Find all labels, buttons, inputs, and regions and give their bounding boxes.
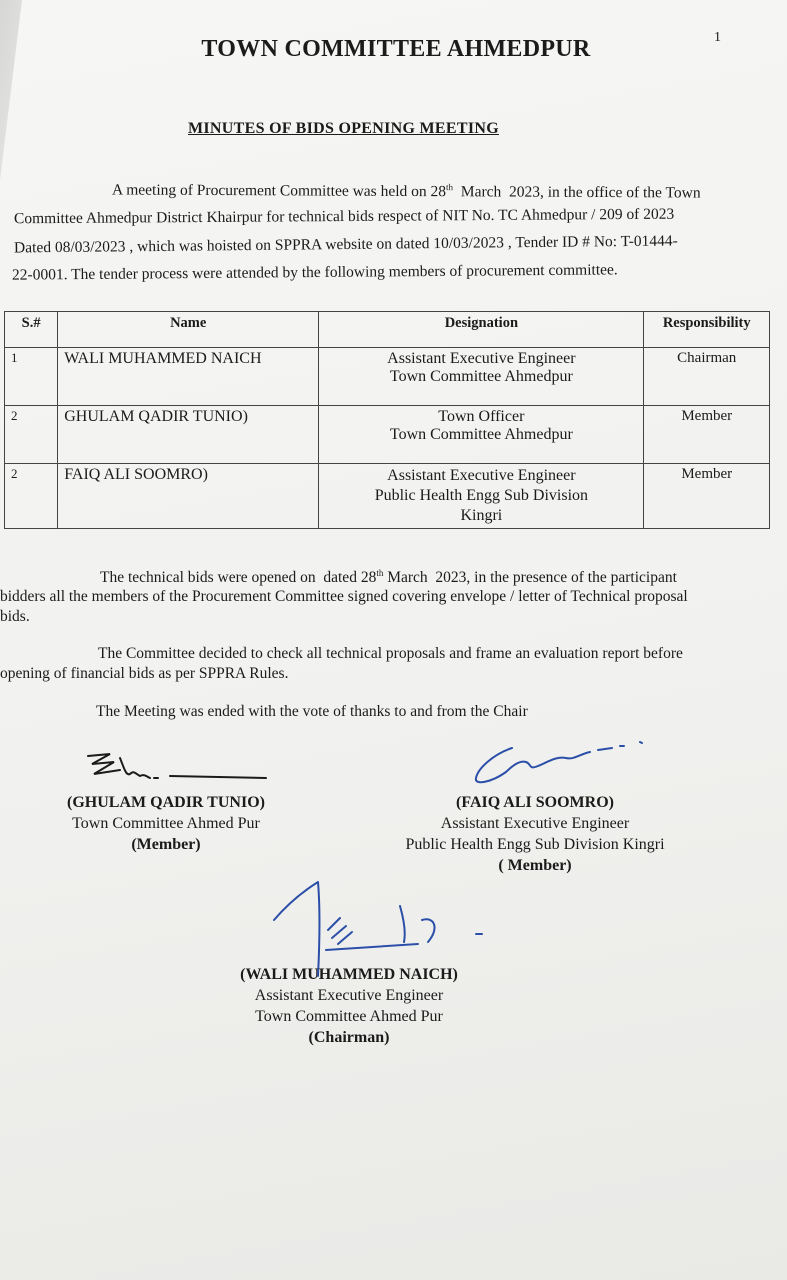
row-name: FAIQ ALI SOOMRO) bbox=[58, 464, 319, 529]
signatory-line: Town Committee Ahmed Pur bbox=[255, 1008, 443, 1025]
header-name: Name bbox=[58, 312, 319, 348]
signatory-role: (Chairman) bbox=[308, 1029, 390, 1046]
para1-line-1-text: The technical bids were opened on dated 28th March 2023, in the presence of the participant bbox=[100, 568, 677, 587]
header-responsibility: Responsibility bbox=[644, 312, 770, 348]
designation-line: Town Officer bbox=[438, 408, 525, 425]
designation-line: Assistant Executive Engineer bbox=[387, 350, 576, 367]
committee-members-table bbox=[4, 311, 770, 529]
row-sn: 2 bbox=[5, 464, 58, 529]
row-designation bbox=[319, 348, 644, 406]
para3-line: The Meeting was ended with the vote of thanks to and from the Chair bbox=[96, 703, 528, 720]
row-name: GHULAM QADIR TUNIO) bbox=[58, 406, 319, 464]
header-sn: S.# bbox=[5, 312, 58, 348]
signatory-name: (GHULAM QADIR TUNIO) bbox=[67, 794, 265, 811]
row-name: WALI MUHAMMED NAICH bbox=[58, 348, 319, 406]
designation-line: Kingri bbox=[460, 507, 503, 524]
designation-line: Public Health Engg Sub Division bbox=[374, 487, 589, 504]
page-fold-shadow bbox=[0, 0, 40, 180]
signatory-role: ( Member) bbox=[498, 857, 572, 874]
signatory-faiq bbox=[376, 792, 694, 876]
row-responsibility: Member bbox=[644, 406, 770, 464]
signatory-line: Assistant Executive Engineer bbox=[254, 987, 444, 1004]
intro-line-1-text: A meeting of Procurement Committee was held on 28th March 2023, in the office of the Town bbox=[111, 181, 701, 202]
para2-line-1: The Committee decided to check all technical proposals and frame an evaluation report before bbox=[98, 645, 683, 662]
signatory-name: (FAIQ ALI SOOMRO) bbox=[456, 794, 614, 811]
signatory-line: Assistant Executive Engineer bbox=[440, 815, 630, 832]
intro-line-3: Dated 08/03/2023 , which was hoisted on SPPRA website on dated 10/03/2023 , Tender ID # No: T-01444- bbox=[13, 232, 678, 257]
para1-line-1 bbox=[100, 568, 677, 587]
row-designation bbox=[319, 406, 644, 464]
table-row bbox=[5, 406, 770, 464]
signatory-line: Town Committee Ahmed Pur bbox=[72, 815, 260, 832]
document-subtitle: MINUTES OF BIDS OPENING MEETING bbox=[188, 120, 499, 137]
page-number: 1 bbox=[714, 30, 721, 45]
signatory-line: Public Health Engg Sub Division Kingri bbox=[405, 836, 665, 853]
row-designation bbox=[319, 464, 644, 529]
table-row bbox=[5, 348, 770, 406]
signatory-ghulam bbox=[40, 792, 292, 855]
row-sn: 1 bbox=[5, 348, 58, 406]
document-title bbox=[0, 36, 787, 63]
intro-line-2: Committee Ahmedpur District Khairpur for technical bids respect of NIT No. TC Ahmedpur / 209 of 2023 bbox=[13, 205, 675, 228]
row-responsibility: Member bbox=[644, 464, 770, 529]
table-row bbox=[5, 464, 770, 529]
intro-line-4: 22-0001. The tender process were attended by the following members of procurement committee. bbox=[11, 261, 618, 284]
designation-line: Assistant Executive Engineer bbox=[387, 467, 576, 484]
para2-line-2: opening of financial bids as per SPPRA Rules. bbox=[0, 665, 289, 682]
intro-line-1 bbox=[112, 180, 701, 202]
designation-line: Town Committee Ahmedpur bbox=[389, 426, 573, 443]
designation-line: Town Committee Ahmedpur bbox=[389, 368, 573, 385]
signature-faiq-ali-soomro bbox=[466, 736, 656, 788]
document-title-text: TOWN COMMITTEE AHMEDPUR bbox=[201, 36, 591, 62]
table-header-row bbox=[5, 312, 770, 348]
row-responsibility: Chairman bbox=[644, 348, 770, 406]
para1-line-3: bids. bbox=[0, 608, 30, 625]
row-sn: 2 bbox=[5, 406, 58, 464]
signature-ghulam-qadir-tunio bbox=[80, 748, 280, 788]
header-designation: Designation bbox=[319, 312, 644, 348]
signatory-name: (WALI MUHAMMED NAICH) bbox=[240, 966, 458, 983]
signatory-role: (Member) bbox=[131, 836, 201, 853]
para1-line-2: bidders all the members of the Procurement Committee signed covering envelope / letter of Technical proposal bbox=[0, 588, 688, 605]
signatory-wali bbox=[205, 964, 493, 1048]
